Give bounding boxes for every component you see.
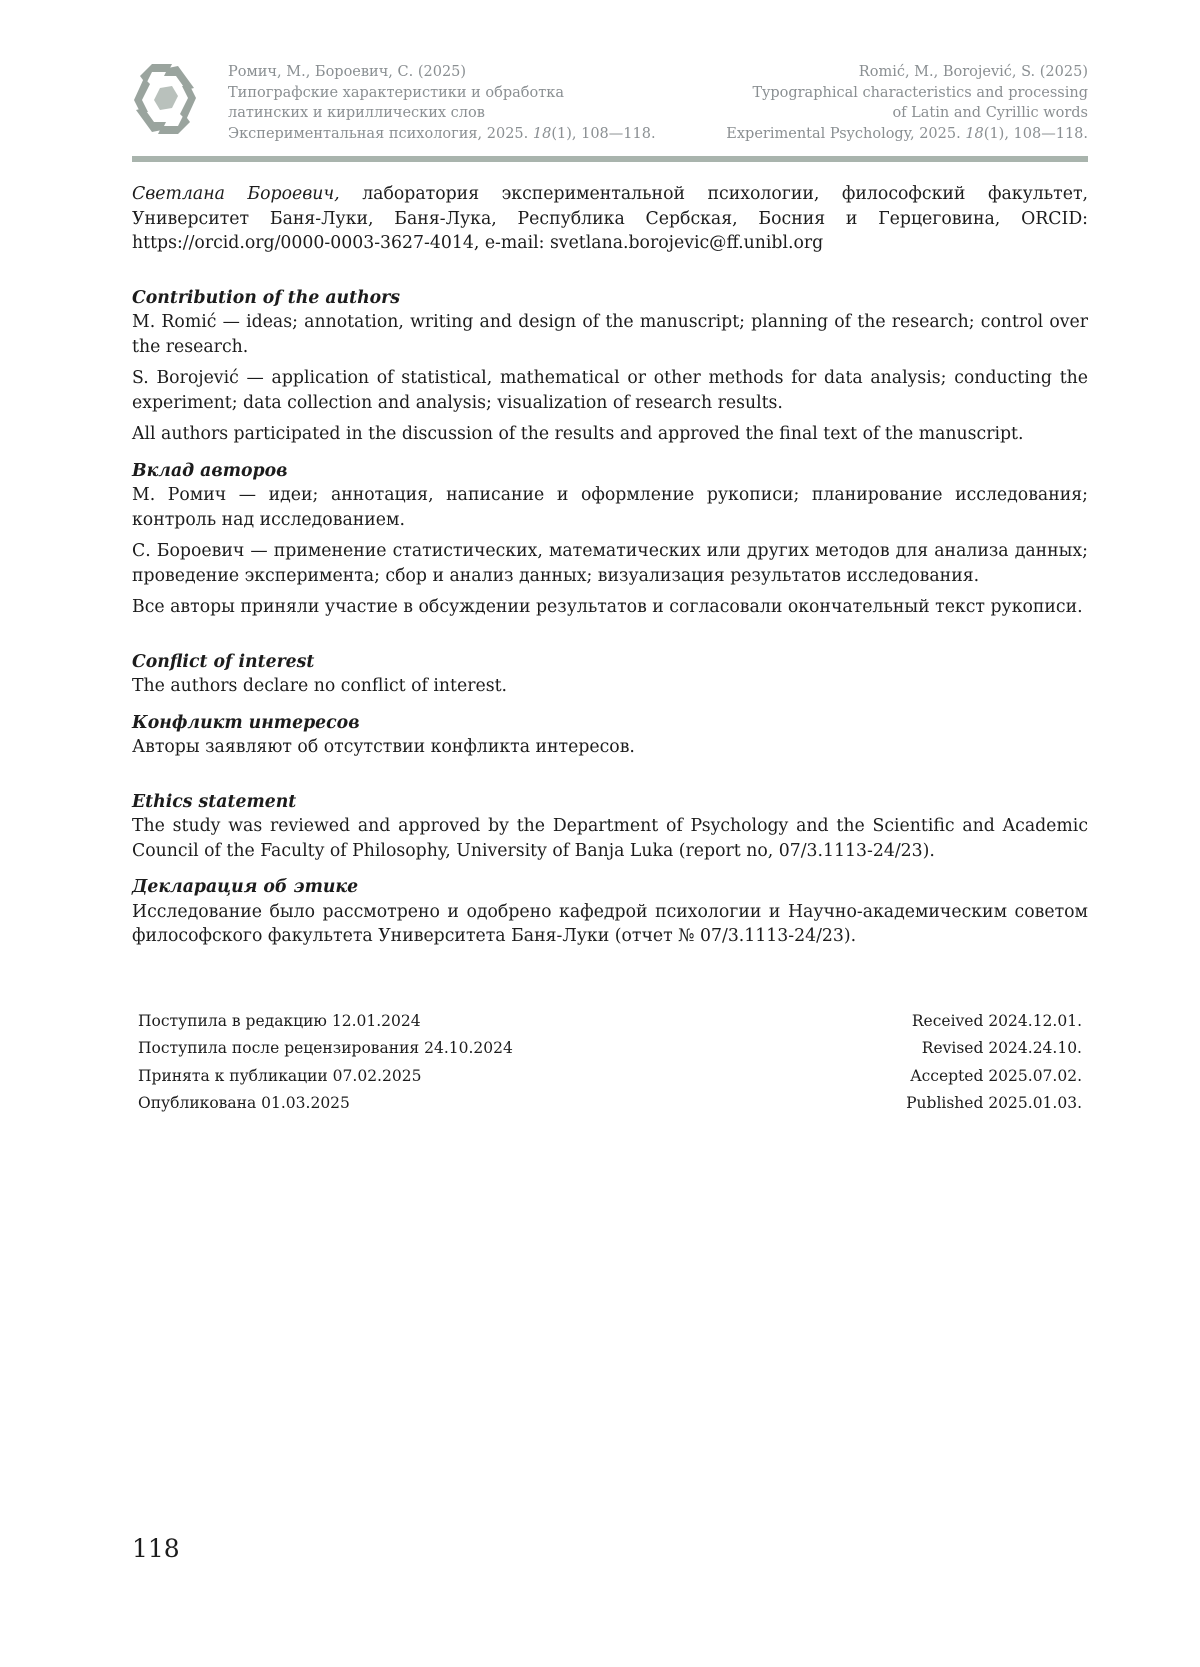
contribution-ru-borojevic: С. Бороевич — применение статистических, математических или других методов для анализа данных; проведение эксперимента; сбор и анализ данных; визуализация результатов исследования. (132, 541, 1088, 586)
date-received-en: Received 2024.12.01. (911, 1012, 1082, 1030)
author-affiliation-text: лаборатория экспериментальной психологии, философский факультет, Университет Баня-Луки, Баня-Лука, Республика Сербская, Босния и Герцеговина, ORCID: https://orcid.org/0000-0003-3627-4014, e-mail: svetlana.borojevic@ff.unibl.org (132, 184, 1088, 253)
date-published-ru: Опубликована 01.03.2025 (138, 1093, 350, 1112)
date-row-accepted (138, 1063, 1082, 1090)
contribution-title-en: Contribution of the authors (132, 287, 401, 308)
header-divider (132, 156, 1088, 162)
journal-logo-icon (132, 62, 198, 136)
page (132, 0, 1088, 1667)
contribution-en-all: All authors participated in the discussion of the results and approved the final text of the manuscript. (132, 424, 1024, 444)
conflict-section-ru (132, 711, 1088, 760)
ethics-text-ru: Исследование было рассмотрено и одобрено кафедрой психологии и Научно-академическим советом философского факультета Университета Баня-Луки (отчет № 07/3.1113-24/23). (132, 901, 1088, 946)
date-row-revised (138, 1035, 1082, 1062)
date-accepted-en: Accepted 2025.07.02. (910, 1066, 1082, 1085)
article-body (132, 182, 1088, 956)
date-row-published (138, 1090, 1082, 1117)
author-name: Светлана Бороевич, (132, 184, 340, 204)
conflict-title-en: Conflict of interest (132, 651, 315, 672)
header-left-title-line1: Типографские характеристики и обработка (228, 84, 564, 101)
header-left-issue-pages: (1), 108—118. (551, 125, 656, 142)
header-right-volume: 18 (965, 125, 984, 142)
date-revised-en: Revised 2024.24.10. (921, 1039, 1082, 1058)
date-accepted-ru: Принята к публикации 07.02.2025 (138, 1066, 422, 1085)
contribution-ru-romic: М. Ромич — идеи; аннотация, написание и оформление рукописи; планирование исследования; контроль над исследованием. (132, 485, 1088, 530)
header-right-journal (726, 124, 1088, 145)
conflict-text-ru: Авторы заявляют об отсутствии конфликта интересов. (132, 737, 635, 757)
header-right-title-line1: Typographical characteristics and processing (752, 84, 1088, 101)
date-row-received (138, 1008, 1082, 1035)
header-left-journal-name: Экспериментальная психология, 2025. (228, 125, 529, 142)
header-right-journal-name: Experimental Psychology, 2025. (726, 125, 961, 142)
header-right-authors: Romić, M., Borojević, S. (2025) (858, 64, 1088, 80)
ethics-title-ru: Декларация об этике (132, 877, 359, 897)
author-affiliation (132, 182, 1088, 256)
contribution-en-romic: M. Romić — ideas; annotation, writing and design of the manuscript; planning of the research; control over the research. (132, 312, 1088, 357)
conflict-text-en: The authors declare no conflict of interest. (132, 676, 508, 696)
contribution-ru-all: Все авторы приняли участие в обсуждении результатов и согласовали окончательный текст рукописи. (132, 597, 1083, 617)
date-published-en: Published 2025.01.03. (906, 1093, 1082, 1112)
header-left-title-line2: латинских и кириллических слов (228, 105, 485, 121)
conflict-section-en (132, 650, 1088, 699)
contribution-en-borojevic: S. Borojević — application of statistical, mathematical or other methods for data analysis; conducting the experiment; data collection and analysis; visualization of research results. (132, 368, 1088, 413)
header-right-issue-pages: (1), 108—118. (983, 125, 1088, 142)
date-received-ru: Поступила в редакцию 12.01.2024 (138, 1012, 421, 1030)
contribution-section-en (132, 286, 1088, 447)
publication-dates (138, 1008, 1082, 1117)
header-left-volume: 18 (532, 125, 552, 142)
ethics-section-en (132, 790, 1088, 864)
ethics-section-ru (132, 875, 1088, 949)
header-left-citation (228, 62, 656, 144)
header-right-title-line2: of Latin and Cyrillic words (892, 105, 1088, 121)
contribution-section-ru (132, 459, 1088, 620)
conflict-title-ru: Конфликт интересов (132, 712, 360, 733)
header-left-authors: Ромич, М., Бороевич, С. (2025) (228, 64, 467, 80)
contribution-title-ru: Вклад авторов (132, 460, 288, 481)
date-revised-ru: Поступила после рецензирования 24.10.2024 (138, 1039, 513, 1058)
page-number: 118 (132, 1534, 180, 1563)
ethics-text-en: The study was reviewed and approved by the Department of Psychology and the Scientific and Academic Council of the Faculty of Philosophy, University of Banja Luka (report no, 07/3.1113-24/23). (132, 816, 1088, 861)
running-header (132, 62, 1088, 144)
ethics-title-en: Ethics statement (132, 791, 297, 812)
header-left-journal (228, 124, 656, 145)
header-right-citation (726, 62, 1088, 144)
